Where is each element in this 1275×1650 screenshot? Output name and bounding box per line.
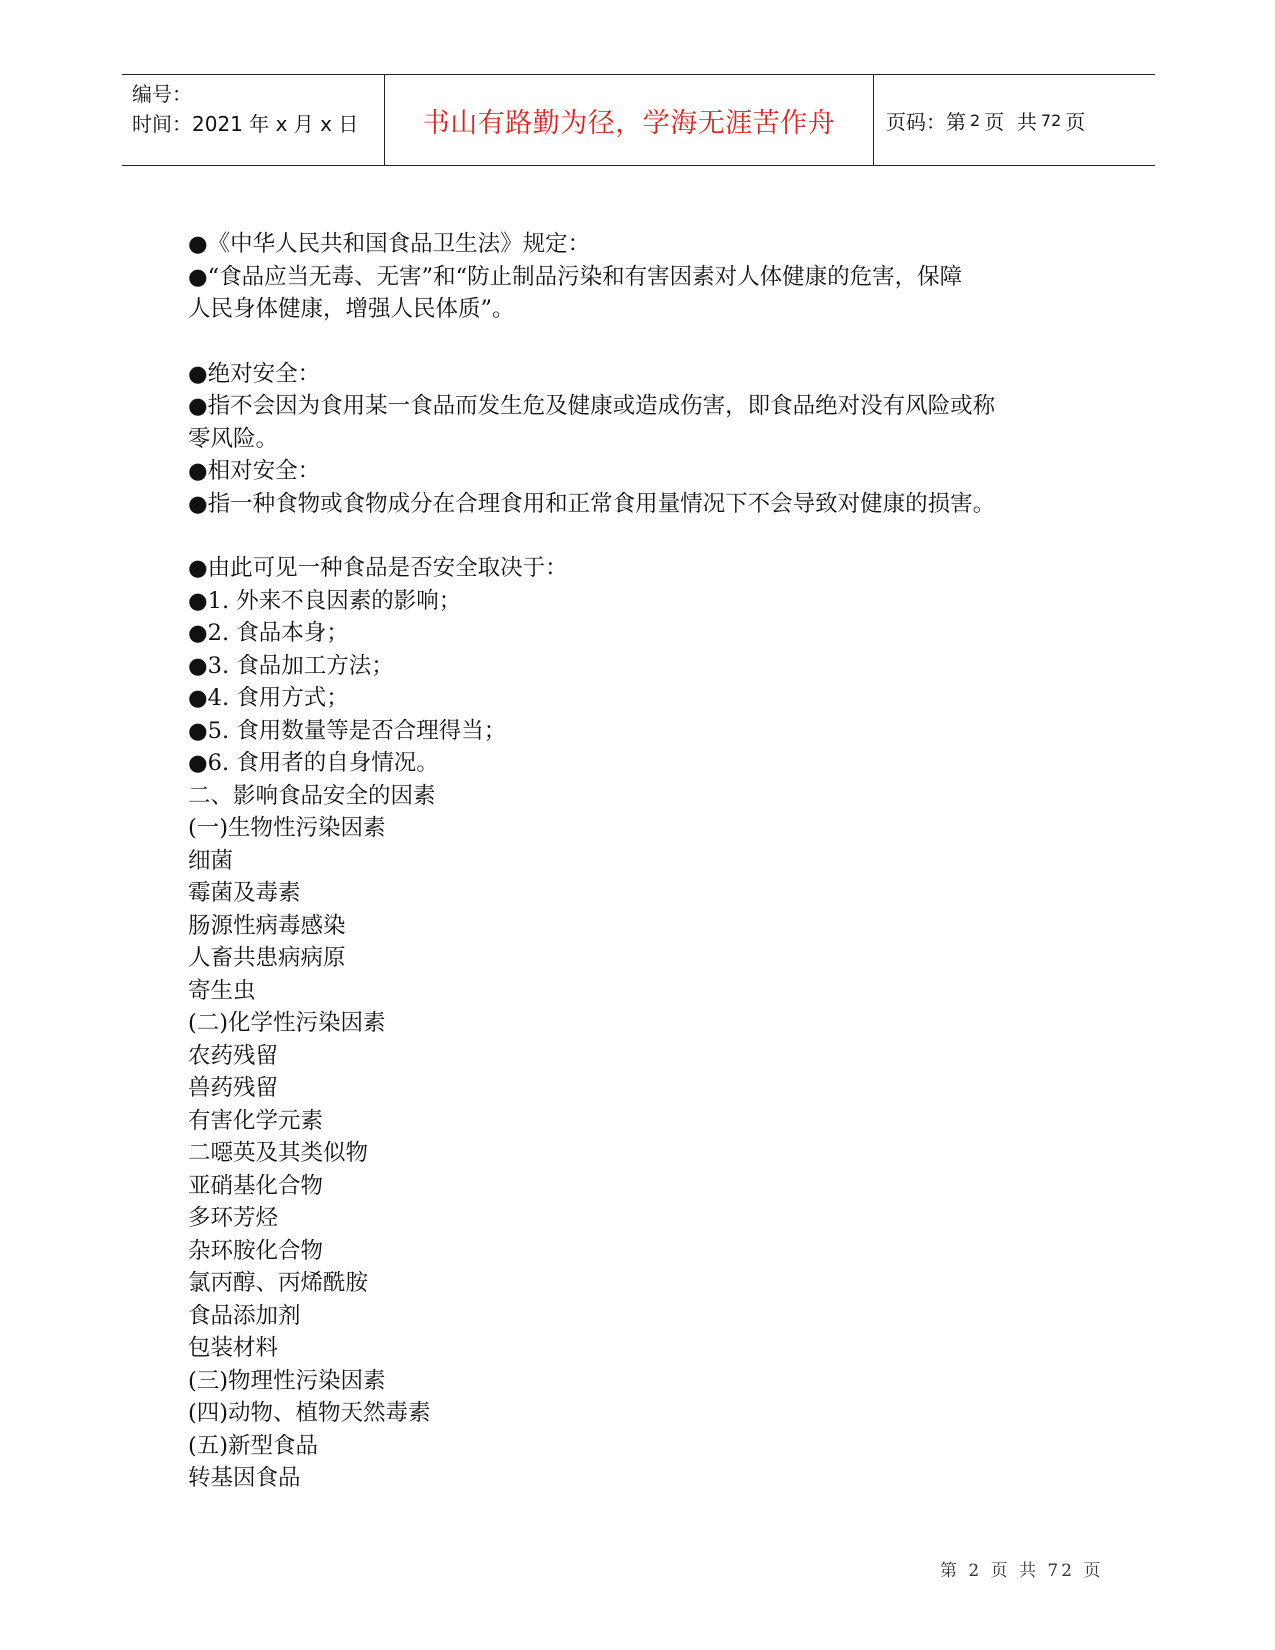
list-item: 寄生虫 bbox=[188, 977, 256, 1004]
page-label-middle: 页 共 bbox=[984, 109, 1037, 134]
document-body bbox=[188, 228, 1098, 1495]
list-item: 肠源性病毒感染 bbox=[188, 912, 346, 939]
list-item: 人畜共患病病原 bbox=[188, 945, 346, 971]
list-item: ●1. 外来不良因素的影响； bbox=[188, 587, 462, 614]
subsection-heading: (三)物理性污染因素 bbox=[188, 1367, 386, 1394]
list-item: 食品添加剂 bbox=[188, 1302, 301, 1329]
subsection-heading: (五)新型食品 bbox=[188, 1432, 319, 1459]
paragraph-gap bbox=[188, 326, 1098, 358]
page-label-prefix: 页码：第 bbox=[886, 109, 966, 134]
section-heading: 二、影响食品安全的因素 bbox=[188, 782, 436, 809]
list-item: ●3. 食品加工方法； bbox=[188, 652, 394, 679]
subsection-heading: (四)动物、植物天然毒素 bbox=[188, 1400, 431, 1426]
list-item: 亚硝基化合物 bbox=[188, 1172, 324, 1199]
list-item: 兽药残留 bbox=[188, 1075, 279, 1101]
list-item: 包装材料 bbox=[188, 1335, 279, 1361]
page-number: 2 bbox=[970, 110, 981, 130]
body-line: ●指一种食物或食物成分在合理食用和正常食用量情况下不会导致对健康的损害。 bbox=[188, 490, 996, 517]
header-info-cell bbox=[122, 75, 385, 165]
list-item: 霉菌及毒素 bbox=[188, 880, 301, 906]
body-line: ●《中华人民共和国食品卫生法》规定： bbox=[188, 231, 591, 257]
list-item: 细菌 bbox=[188, 847, 234, 874]
body-line: 人民身体健康，增强人民体质”。 bbox=[188, 296, 515, 322]
page-footer: 第 2 页 共 72 页 bbox=[940, 1561, 1104, 1581]
body-line: 零风险。 bbox=[188, 425, 279, 452]
list-item: 氯丙醇、丙烯酰胺 bbox=[188, 1270, 369, 1296]
page-header bbox=[122, 74, 1155, 166]
header-page-cell bbox=[874, 75, 1155, 165]
body-line: ●绝对安全： bbox=[188, 360, 321, 387]
list-item: 杂环胺化合物 bbox=[188, 1237, 324, 1264]
list-item: ●6. 食用者的自身情况。 bbox=[188, 750, 439, 776]
page-label-suffix: 页 bbox=[1065, 109, 1086, 134]
list-item: ●2. 食品本身； bbox=[188, 620, 349, 646]
list-item: 有害化学元素 bbox=[188, 1107, 324, 1134]
list-item: ●4. 食用方式； bbox=[188, 685, 349, 711]
page-total: 72 bbox=[1040, 110, 1062, 130]
list-item: 农药残留 bbox=[188, 1042, 279, 1069]
list-item: 二噁英及其类似物 bbox=[188, 1140, 369, 1166]
list-item: 转基因食品 bbox=[188, 1465, 301, 1491]
body-line: ●相对安全： bbox=[188, 458, 321, 484]
document-number-label: 编号： bbox=[132, 82, 192, 106]
subsection-heading: (二)化学性污染因素 bbox=[188, 1010, 386, 1036]
body-line: ●指不会因为食用某一食品而发生危及健康或造成伤害，即食品绝对没有风险或称 bbox=[188, 393, 996, 419]
paragraph-gap bbox=[188, 520, 1098, 552]
document-time-label: 时间：2021 年 x 月 x 日 bbox=[132, 112, 359, 136]
list-item: 多环芳烃 bbox=[188, 1205, 279, 1231]
list-item: ●5. 食用数量等是否合理得当； bbox=[188, 717, 507, 744]
body-line: ●由此可见一种食品是否安全取决于： bbox=[188, 555, 568, 581]
body-line: ●“食品应当无毒、无害”和“防止制品污染和有害因素对人体健康的危害，保障 bbox=[188, 263, 963, 290]
header-motto-cell bbox=[385, 75, 874, 165]
subsection-heading: (一)生物性污染因素 bbox=[188, 815, 386, 841]
header-motto: 书山有路勤为径，学海无涯苦作舟 bbox=[422, 107, 836, 139]
